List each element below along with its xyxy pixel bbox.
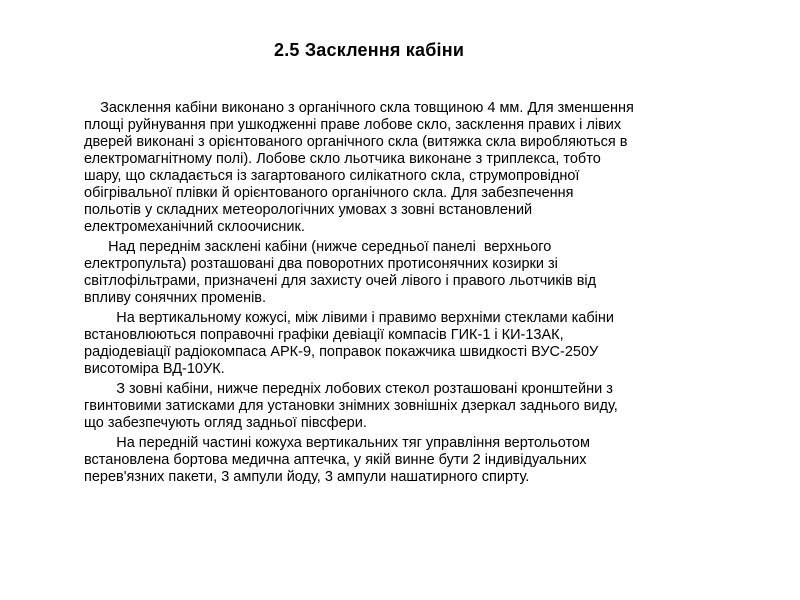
text-line: На передній частині кожуха вертикальних тяг управління вертольотом — [84, 435, 590, 451]
text-line: встановлюються поправочні графіки девіації компасів ГИК-1 і КИ-13АК, — [84, 327, 564, 343]
text-line: світлофільтрами, призначені для захисту очей лівого і правого льотчиків від — [84, 273, 597, 289]
paragraph-deviation-charts — [84, 310, 764, 378]
text-line: електромагнітному полі). Лобове скло льотчика виконане з триплекса, тобто — [84, 151, 601, 167]
text-line: електропульта) розташовані два поворотних протисонячних козирки зі — [84, 256, 558, 272]
text-line: встановлена бортова медична аптечка, у якій винне бути 2 індивідуальних — [84, 452, 587, 468]
body-text — [84, 100, 764, 489]
paragraph-first-aid-kit — [84, 435, 764, 486]
text-line: польотів у складних метеорологічних умовах з зовні встановлений — [84, 202, 533, 218]
section-title: 2.5 Засклення кабіни — [274, 40, 465, 60]
text-line: радіодевіації радіокомпаса АРК-9, поправок покажчика швидкості ВУС-250У — [84, 344, 599, 360]
text-line: впливу сонячних променів. — [84, 290, 267, 306]
text-line: що забезпечують огляд задньої півсфери. — [84, 415, 367, 431]
paragraph-sun-visors — [84, 239, 764, 307]
text-line: З зовні кабіни, нижче передніх лобових стекол розташовані кронштейни з — [84, 381, 613, 397]
text-line: обігрівальної плівки й орієнтованого органічного скла. Для забезпечення — [84, 185, 574, 201]
text-line: площі руйнування при ушкодженні праве лобове скло, засклення правих і лівих — [84, 117, 622, 133]
text-line: висотоміра ВД-10УК. — [84, 361, 225, 377]
paragraph-mirrors — [84, 381, 764, 432]
paragraph-glazing — [84, 100, 764, 236]
text-line: електромеханічний склоочисник. — [84, 219, 305, 235]
text-line: На вертикальному кожусі, між лівими і правимо верхніми стеклами кабіни — [84, 310, 614, 326]
text-line: перев'язних пакети, 3 ампули йоду, 3 ампули нашатирного спирту. — [84, 469, 530, 485]
text-line: Над переднім засклені кабіни (нижче середньої панелі верхнього — [84, 239, 552, 255]
text-line: Засклення кабіни виконано з органічного скла товщиною 4 мм. Для зменшення — [84, 100, 634, 116]
text-line: дверей виконані з орієнтованого органічного скла (витяжка скла виробляються в — [84, 134, 628, 150]
text-line: шару, що складається із загартованого силікатного скла, струмопровідної — [84, 168, 580, 184]
text-line: гвинтовими затисками для установки знімних зовнішніх дзеркал заднього виду, — [84, 398, 618, 414]
